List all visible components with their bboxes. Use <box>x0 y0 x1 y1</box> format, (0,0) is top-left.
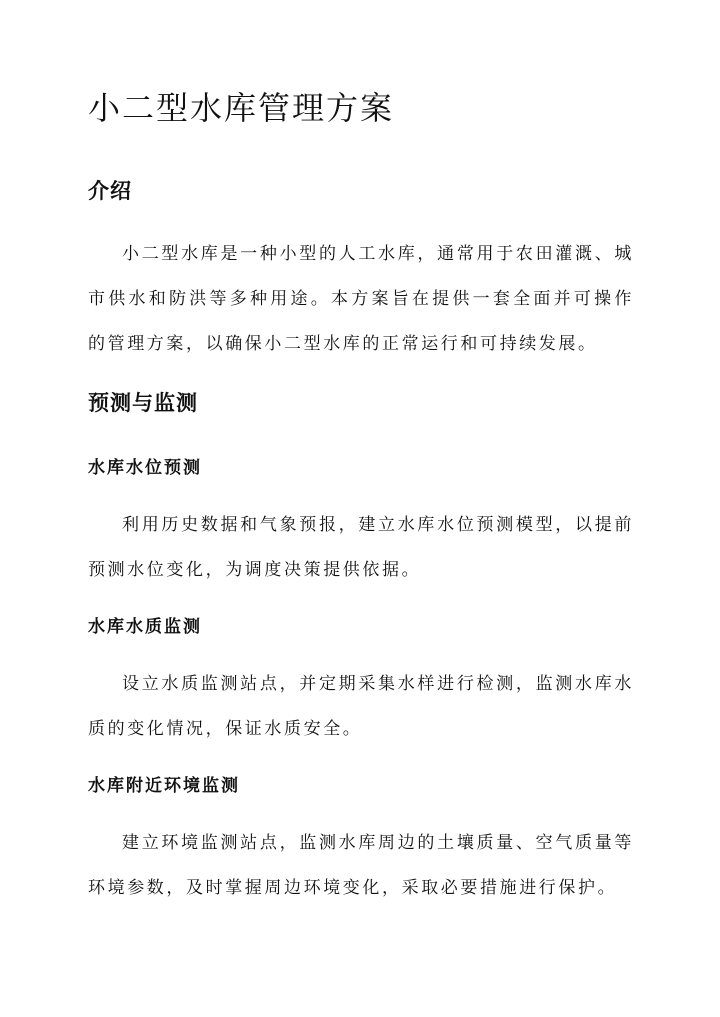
section-heading-introduction: 介绍 <box>88 178 132 203</box>
environment-monitoring-paragraph: 建立环境监测站点，监测水库周边的土壤质量、空气质量等环境参数，及时掌握周边环境变化，采取必要措施进行保护。 <box>88 833 634 898</box>
water-level-forecast-paragraph: 利用历史数据和气象预报，建立水库水位预测模型，以提前预测水位变化，为调度决策提供依据。 <box>88 515 634 580</box>
introduction-paragraph: 小二型水库是一种小型的人工水库，通常用于农田灌溉、城市供水和防洪等多种用途。本方案旨在提供一套全面并可操作的管理方案，以确保小二型水库的正常运行和可持续发展。 <box>88 244 634 354</box>
subsection-heading-water-quality-monitoring: 水库水质监测 <box>88 617 202 637</box>
section-heading-forecast-monitoring: 预测与监测 <box>88 390 198 415</box>
subsection-heading-environment-monitoring: 水库附近环境监测 <box>88 776 240 796</box>
subsection-heading-water-level-forecast: 水库水位预测 <box>88 458 202 478</box>
water-quality-monitoring-paragraph: 设立水质监测站点，并定期采集水样进行检测，监测水库水质的变化情况，保证水质安全。 <box>88 674 634 739</box>
page-title: 小二型水库管理方案 <box>88 89 395 127</box>
